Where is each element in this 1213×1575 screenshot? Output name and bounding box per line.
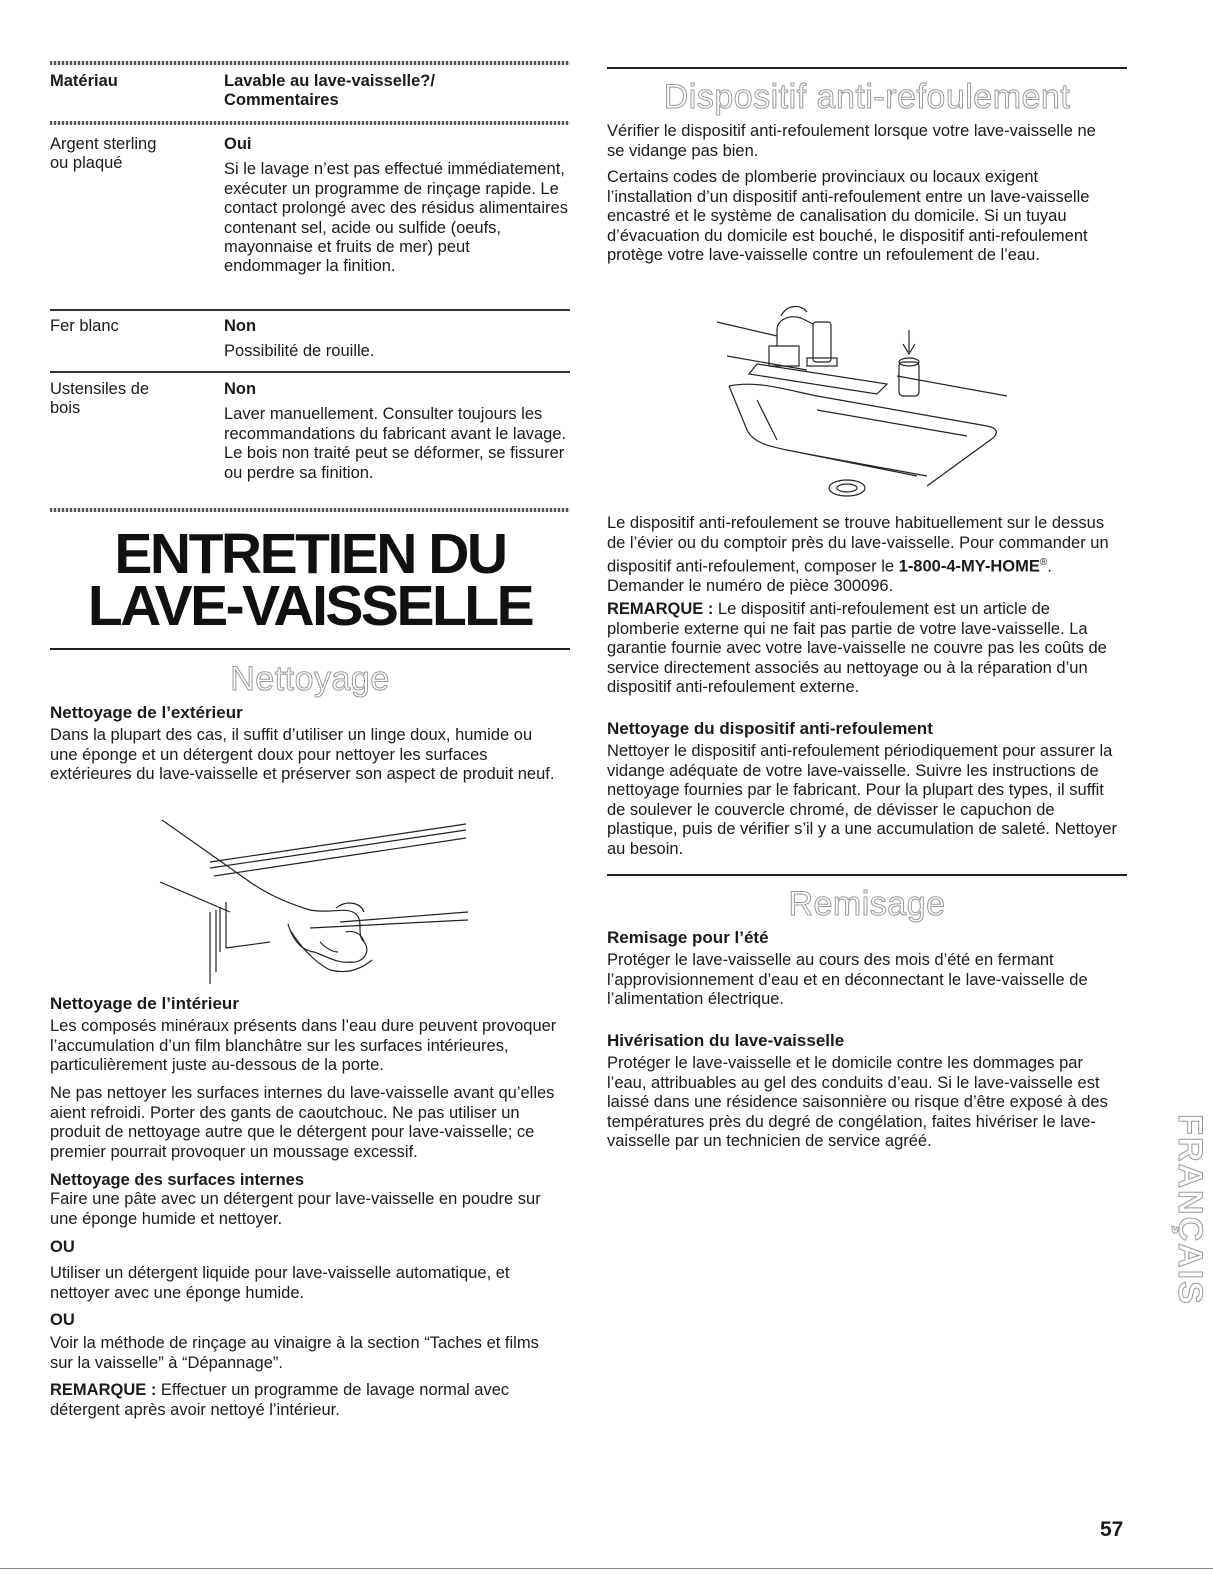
- paragraph-ete: Protéger le lave-vaisselle au cours des mois d’été en fermant l’approvisionnement d’eau et en déconnectant le lave-vaisselle de l’alimentation électrique.: [607, 951, 1088, 1009]
- remarque-nettoyage: REMARQUE : Effectuer un programme de lavage normal avec détergent après avoir nettoyé l’intérieur.: [50, 1381, 510, 1419]
- paragraph-interieur-1: Les composés minéraux présents dans l’eau dure peuvent provoquer l’accumulation d’un film blanchâtre sur les surfaces intérieures, particulièrement juste au-dessous de la porte.: [50, 1017, 557, 1075]
- table-header-comments: Lavable au lave-vaisselle?/ Commentaires: [224, 72, 435, 109]
- section-rule: [607, 874, 1127, 876]
- table-row-material: Fer blanc: [50, 317, 119, 335]
- page-number: 57: [1100, 1518, 1124, 1541]
- answer-label: Non: [224, 317, 257, 335]
- section-heading-remisage: Remisage: [788, 885, 946, 923]
- side-tab-label: FRANÇAIS: [1171, 1114, 1209, 1306]
- table-row-divider: [50, 371, 570, 373]
- paragraph-exterieur: Dans la plupart des cas, il suffit d’utiliser un linge doux, humide ou une éponge et un détergent doux pour nettoyer les surfaces extérieures du lave-vaisselle et préserver son aspect de produit neuf.: [50, 726, 555, 784]
- section-heading-nettoyage: Nettoyage: [230, 660, 390, 698]
- paragraph-surfaces-3: Voir la méthode de rinçage au vinaigre à la section “Taches et films sur la vaisselle” à “Dépannage”.: [50, 1334, 539, 1372]
- subheading-nettoyage-dispositif: Nettoyage du dispositif anti-refoulement: [607, 719, 933, 738]
- table-row-comment: Non Possibilité de rouille.: [224, 317, 569, 362]
- answer-label: Oui: [224, 135, 252, 153]
- hand-wiping-dishwasher-illustration: [150, 812, 480, 992]
- table-row-divider: [50, 309, 570, 311]
- table-row-comment: Oui Si le lavage n’est pas effectué immédiatement, exécuter un programme de rinçage rapide. Le contact prolongé avec des résidus alimentaires contenant sel, acide ou sulfide (oeufs, mayonnaise et fruits de mer) peut endommager la finition.: [224, 135, 568, 276]
- remarque-anti: REMARQUE : Le dispositif anti-refoulement est un article de plomberie externe qui ne fait pas partie de votre lave-vaisselle. La garantie fournie avec votre lave-vaisselle ne couvre pas les coûts de service directement associés au nettoyage ou à la réparation d’un dispositif anti-refoulement externe.: [607, 600, 1107, 697]
- table-header-material: Matériau: [50, 72, 118, 90]
- table-row-material: Argent sterling ou plaqué: [50, 135, 157, 173]
- subheading-exterieur: Nettoyage de l’extérieur: [50, 703, 243, 722]
- subheading-interieur: Nettoyage de l’intérieur: [50, 994, 239, 1013]
- table-top-rule: [50, 61, 570, 65]
- or-label: OU: [50, 1238, 75, 1256]
- table-row-comment: Non Laver manuellement. Consulter toujours les recommandations du fabricant avant le lavage. Le bois non traité peut se déformer, se fissurer ou perdre sa finition.: [224, 380, 569, 483]
- paragraph-surfaces-1: Faire une pâte avec un détergent pour lave-vaisselle en poudre sur une éponge humide et nettoyer.: [50, 1190, 541, 1228]
- paragraph-anti-3: Le dispositif anti-refoulement se trouve habituellement sur le dessus de l’évier ou du comptoir près du lave-vaisselle. Pour commander un dispositif anti-refoulement, composer le 1-800-4-MY-HOME®. Demander le numéro de pièce 300096.: [607, 514, 1109, 596]
- paragraph-anti-2: Certains codes de plomberie provinciaux ou locaux exigent l’installation d’un dispositif anti-refoulement entre un lave-vaisselle encastré et le système de canalisation du domicile. Si un tuyau d’évacuation du domicile est bouché, le dispositif anti-refoulement protège votre lave-vaisselle contre un refoulement de l’eau.: [607, 168, 1090, 265]
- paragraph-anti-1: Vérifier le dispositif anti-refoulement lorsque votre lave-vaisselle ne se vidange pas bien.: [607, 122, 1096, 160]
- subheading-surfaces: Nettoyage des surfaces internes: [50, 1171, 305, 1189]
- sink-air-gap-illustration: [717, 300, 1027, 500]
- page-title-line1: ENTRETIEN DU: [114, 522, 506, 586]
- section-rule: [607, 67, 1127, 69]
- answer-label: Non: [224, 380, 257, 398]
- paragraph-hiver: Protéger le lave-vaisselle et le domicile contre les dommages par l’eau, attribuables au gel des conduits d’eau. Si le lave-vaisselle est laissé dans une résidence saisonnière ou risque d’être exposé à des températures près du degré de congélation, faites hivériser le lave-vaisselle par un technicien de service agréé.: [607, 1054, 1108, 1151]
- section-heading-anti-refoulement: Dispositif anti-refoulement: [663, 78, 1071, 116]
- subheading-hiver: Hivérisation du lave-vaisselle: [607, 1031, 845, 1050]
- page-title-line2: LAVE-VAISSELLE: [87, 574, 533, 638]
- or-label: OU: [50, 1311, 75, 1329]
- paragraph-surfaces-2: Utiliser un détergent liquide pour lave-vaisselle automatique, et nettoyer avec une éponge humide.: [50, 1264, 510, 1302]
- table-bottom-rule: [50, 508, 570, 512]
- section-rule: [50, 648, 570, 650]
- paragraph-nettoyage-dispositif: Nettoyer le dispositif anti-refoulement périodiquement pour assurer la vidange adéquate de votre lave-vaisselle. Suivre les instructions de nettoyage fournies par le fabricant. Pour la plupart des types, il suffit de soulever le couvercle chromé, de dévisser le capuchon de plastique, puis de vérifier s’il y a une accumulation de saleté. Nettoyer au besoin.: [607, 742, 1117, 858]
- language-side-tab: [1162, 1080, 1209, 1340]
- paragraph-interieur-2: Ne pas nettoyer les surfaces internes du lave-vaisselle avant qu’elles aient refroidi. Porter des gants de caoutchouc. Ne pas utiliser un produit de nettoyage autre que le détergent pour lave-vaisselle; ce premier pourrait provoquer un moussage excessif.: [50, 1084, 555, 1161]
- table-header-rule: [50, 121, 570, 125]
- bottom-rule: [0, 1568, 1213, 1569]
- subheading-ete: Remisage pour l’été: [607, 928, 769, 947]
- table-row-material: Ustensiles de bois: [50, 380, 150, 418]
